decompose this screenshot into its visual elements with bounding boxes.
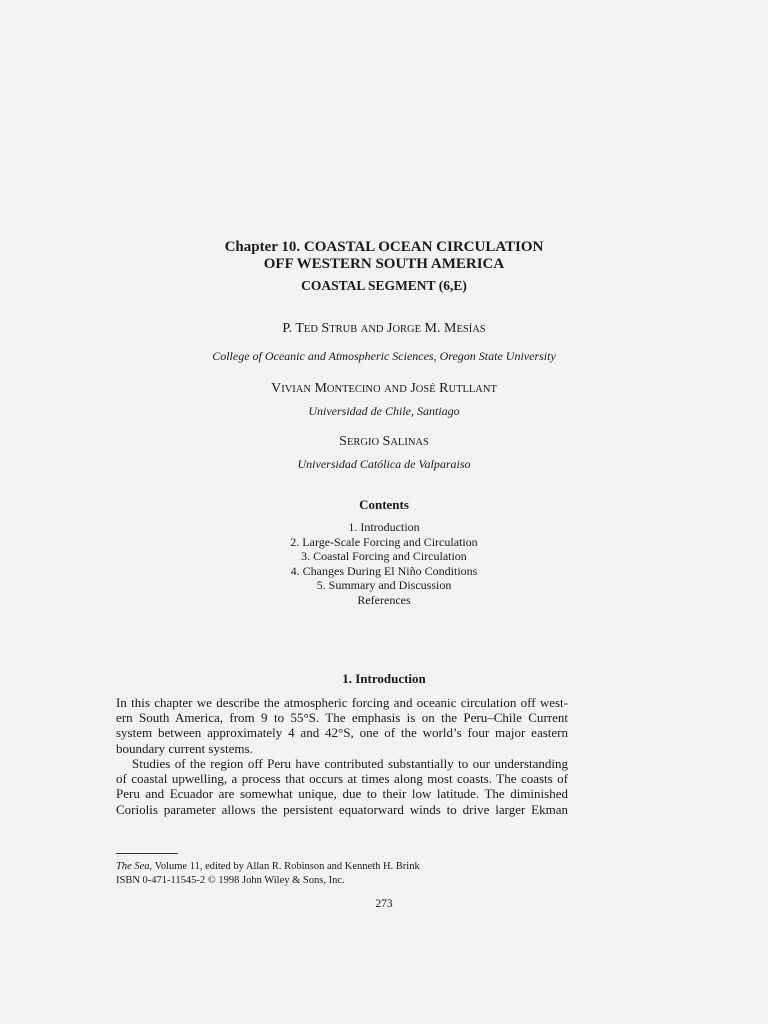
toc-item: 5. Summary and Discussion <box>316 578 452 592</box>
text-line: Coriolis parameter allows the persistent equatorward winds to drive larger Ekman <box>116 801 568 817</box>
affiliation-3: Universidad Católica de Valparaiso <box>297 457 471 471</box>
text-line: boundary current systems. <box>116 740 253 756</box>
author-line-1: P. TED STRUB AND JORGE M. MESÍAS <box>282 321 486 336</box>
coastal-segment: COASTAL SEGMENT (6,E) <box>301 278 467 293</box>
author-line-2: VIVIAN MONTECINO AND JOSÉ RUTLLANT <box>271 381 497 396</box>
footnote-divider <box>116 853 178 854</box>
intro-paragraph-1 <box>116 695 568 756</box>
author-line-3: SERGIO SALINAS <box>339 434 429 449</box>
text-line: ern South America, from 9 to 55°S. The emphasis is on the Peru–Chile Current <box>116 710 568 726</box>
chapter-title-line-1: Chapter 10. COASTAL OCEAN CIRCULATION <box>224 239 544 255</box>
text-line: Peru and Ecuador are somewhat unique, due to their low latitude. The diminished <box>116 786 568 802</box>
text-line: In this chapter we describe the atmospheric forcing and oceanic circulation off west- <box>116 695 568 710</box>
toc-item: 2. Large-Scale Forcing and Circulation <box>290 535 478 549</box>
affiliation-1: College of Oceanic and Atmospheric Sciences, Oregon State University <box>212 349 556 363</box>
text-line: of coastal upwelling, a process that occurs at times along most coasts. The coasts of <box>116 771 568 787</box>
intro-paragraph-2 <box>116 756 568 817</box>
toc-item: 1. Introduction <box>348 520 420 534</box>
toc-item: 3. Coastal Forcing and Circulation <box>301 549 467 563</box>
contents-heading: Contents <box>359 497 409 512</box>
chapter-title-line-2: OFF WESTERN SOUTH AMERICA <box>263 256 505 272</box>
toc-item: References <box>357 593 411 607</box>
book-title: The Sea, <box>116 861 153 872</box>
footnote-line-1 <box>116 860 420 873</box>
footnote-text: Volume 11, edited by Allan R. Robinson and Kenneth H. Brink <box>152 861 420 872</box>
text-line: system between approximately 4 and 42°S, one of the world’s four major eastern <box>116 725 568 741</box>
text-line: Studies of the region off Peru have contributed substantially to our understanding <box>132 756 568 771</box>
page-number: 273 <box>375 898 393 910</box>
toc-item: 4. Changes During El Niño Conditions <box>290 564 478 578</box>
footnote-line-2: ISBN 0-471-11545-2 © 1998 John Wiley & Sons, Inc. <box>116 875 345 886</box>
affiliation-2: Universidad de Chile, Santiago <box>308 404 460 418</box>
section-heading-introduction: 1. Introduction <box>342 671 426 686</box>
